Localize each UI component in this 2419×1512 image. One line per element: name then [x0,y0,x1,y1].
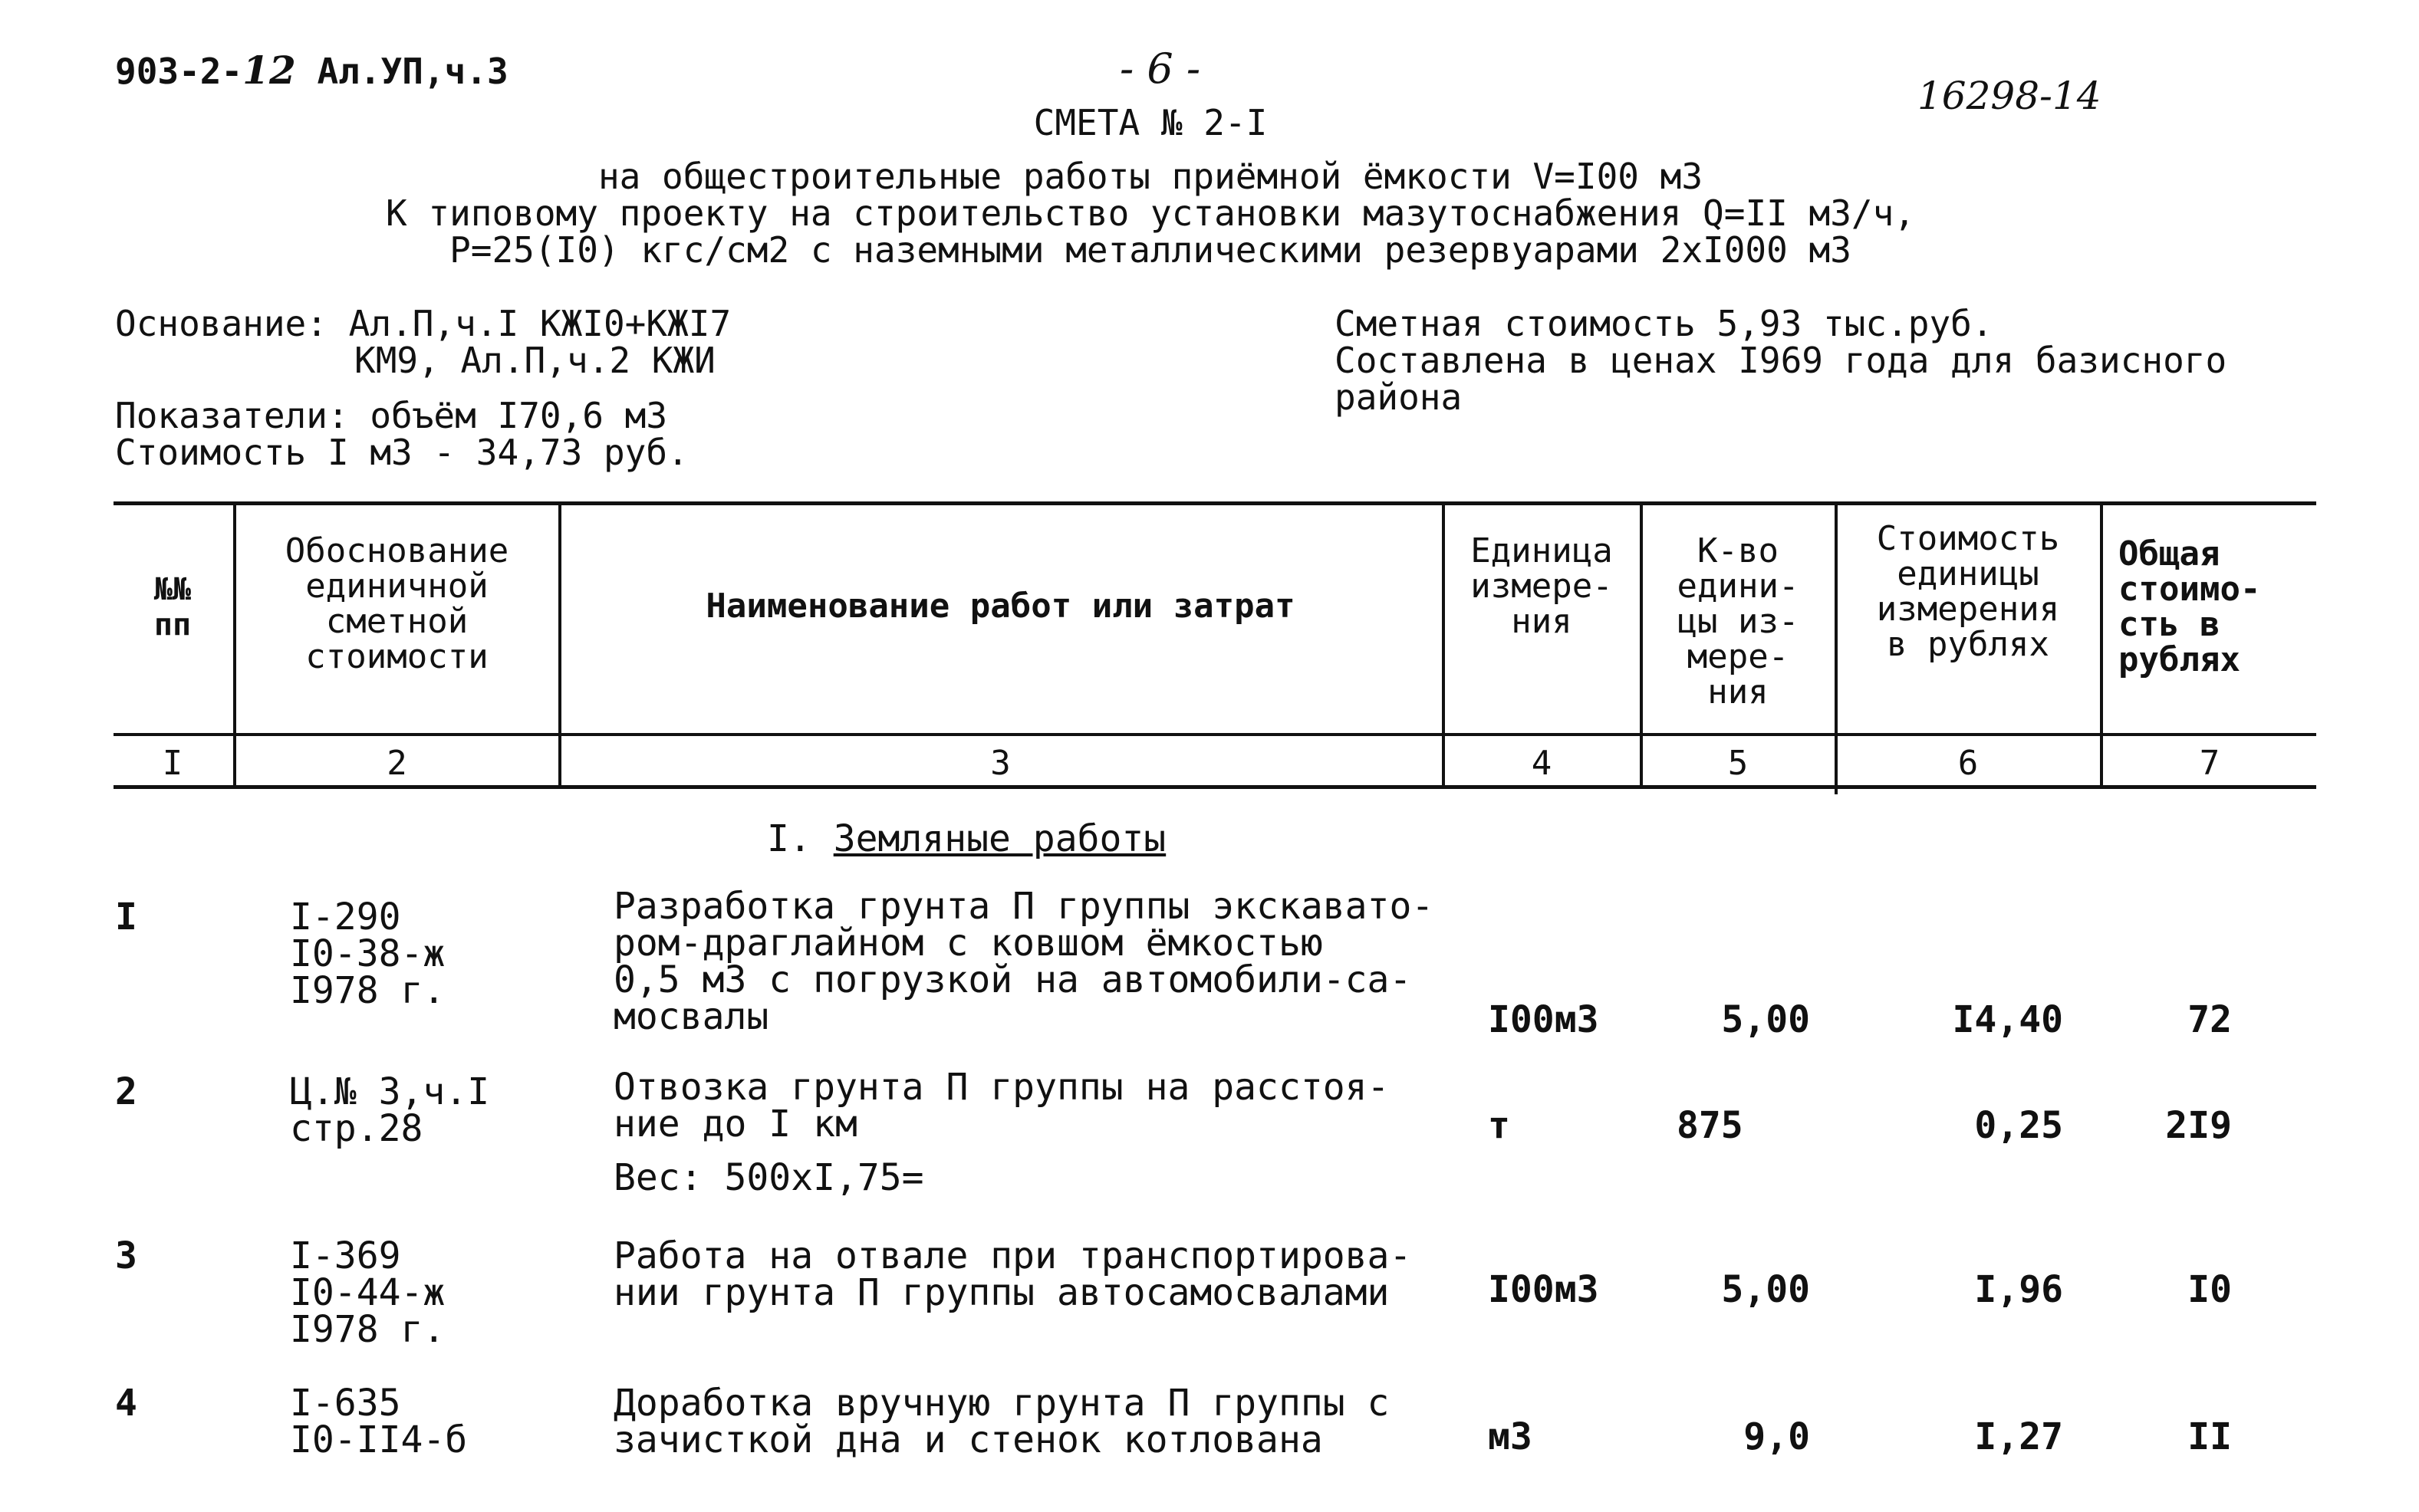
doc-code-print: 903-2- [115,51,243,92]
doc-code-hand: 12 [242,48,296,93]
header-basis: Обоснование единичной сметной стоимости [285,531,509,676]
registration-number: 16298-14 [1917,74,2101,118]
colnum-2: 2 [387,744,407,783]
row-1-no: I [115,896,137,938]
header-unit: Единица измере- ния [1470,531,1613,641]
row-4-qty: 9,0 [1743,1415,1810,1458]
colnum-4: 4 [1531,744,1552,783]
row-2-total: 2I9 [2165,1104,2232,1147]
price-basis-cont: района [1335,376,1463,418]
row-4-basis: I-635 I0-II4-б [290,1382,468,1461]
doc-code [115,48,508,93]
row-1-price: I4,40 [1952,998,2063,1041]
colnum-7: 7 [2199,744,2220,783]
row-4-unit: м3 [1488,1415,1532,1458]
row-3-no: 3 [115,1234,137,1277]
section-number: I. [767,817,811,860]
row-1-qty: 5,00 [1721,998,1810,1041]
row-4-price: I,27 [1974,1415,2063,1458]
row-4-no: 4 [115,1382,137,1425]
section-heading [767,817,1166,860]
col-divider-1 [233,503,236,788]
row-1-total: 72 [2187,998,2232,1041]
header-no: №№ пп [153,572,192,643]
page-number: - 6 - [1120,44,1201,93]
row-2-no: 2 [115,1070,137,1113]
row-4-total: II [2187,1415,2232,1458]
row-1-basis: I-290 I0-38-ж I978 г. [290,896,446,1012]
row-3-qty: 5,00 [1721,1268,1810,1311]
header-qty: К-во едини- цы из- мере- ния [1677,531,1799,712]
row-2-unit: т [1488,1104,1510,1147]
row-1-unit: I00м3 [1488,998,1599,1041]
colnum-bottom-rule [114,785,2316,789]
basis-line-2: КМ9, Ал.П,ч.2 КЖИ [354,340,716,381]
row-4-name: Доработка вручную грунта П группы с зачисткой дна и стенок котлована [614,1382,1390,1461]
table-top-rule [114,501,2316,505]
header-total: Общая стоимо- сть в рублях [2118,534,2261,679]
colnum-1: I [162,744,183,783]
title-line-2: на общестроительные работы приёмной ёмкости V=I00 м3 [597,156,1703,197]
row-2-qty: 875 [1677,1104,1743,1147]
basis-line-1: Основание: Ал.П,ч.I КЖI0+КЖI7 [115,303,732,344]
price-basis: Составлена в ценах I969 года для базисного [1335,340,2227,381]
row-2-basis: Ц.№ 3,ч.I стр.28 [290,1070,490,1150]
indicators-line-1: Показатели: объём I70,6 м3 [115,395,668,436]
header-unit-price: Стоимость единицы измерения в рублях [1876,519,2060,664]
indicators-line-2: Стоимость I м3 - 34,73 руб. [115,432,689,473]
estimate-title: СМЕТА № 2-I [1033,102,1268,143]
row-3-price: I,96 [1974,1268,2063,1311]
estimated-cost: Сметная стоимость 5,93 тыс.руб. [1335,303,1993,344]
album-ref: Ал.УП,ч.3 [317,51,508,92]
header-bottom-rule [114,733,2316,736]
colnum-5: 5 [1727,744,1749,783]
row-3-unit: I00м3 [1488,1268,1599,1311]
row-1-name: Разработка грунта П группы экскавато- ром-драглайном с ковшом ёмкостью 0,5 м3 с погрузкой на автомобили-са- мосвалы [614,885,1434,1038]
row-2-note: Вес: 500хI,75= [614,1156,924,1199]
row-3-basis: I-369 I0-44-ж I978 г. [290,1234,446,1351]
header-work-name: Наименование работ или затрат [706,587,1295,626]
colnum-3: 3 [990,744,1011,783]
title-line-4: Р=25(I0) кгс/см2 с наземными металлическими резервуарами 2хI000 м3 [449,229,1851,271]
row-3-total: I0 [2187,1268,2232,1311]
section-title: Земляные работы [833,817,1167,860]
row-3-name: Работа на отвале при транспортирова- нии грунта П группы автосамосвалами [614,1234,1412,1314]
row-2-price: 0,25 [1974,1104,2063,1147]
title-line-3: К типовому проекту на строительство установки мазутоснабжения Q=II м3/ч, [386,192,1915,234]
row-2-name: Отвозка грунта П группы на расстоя- ние до I км [614,1066,1390,1146]
colnum-6: 6 [1957,744,1979,783]
